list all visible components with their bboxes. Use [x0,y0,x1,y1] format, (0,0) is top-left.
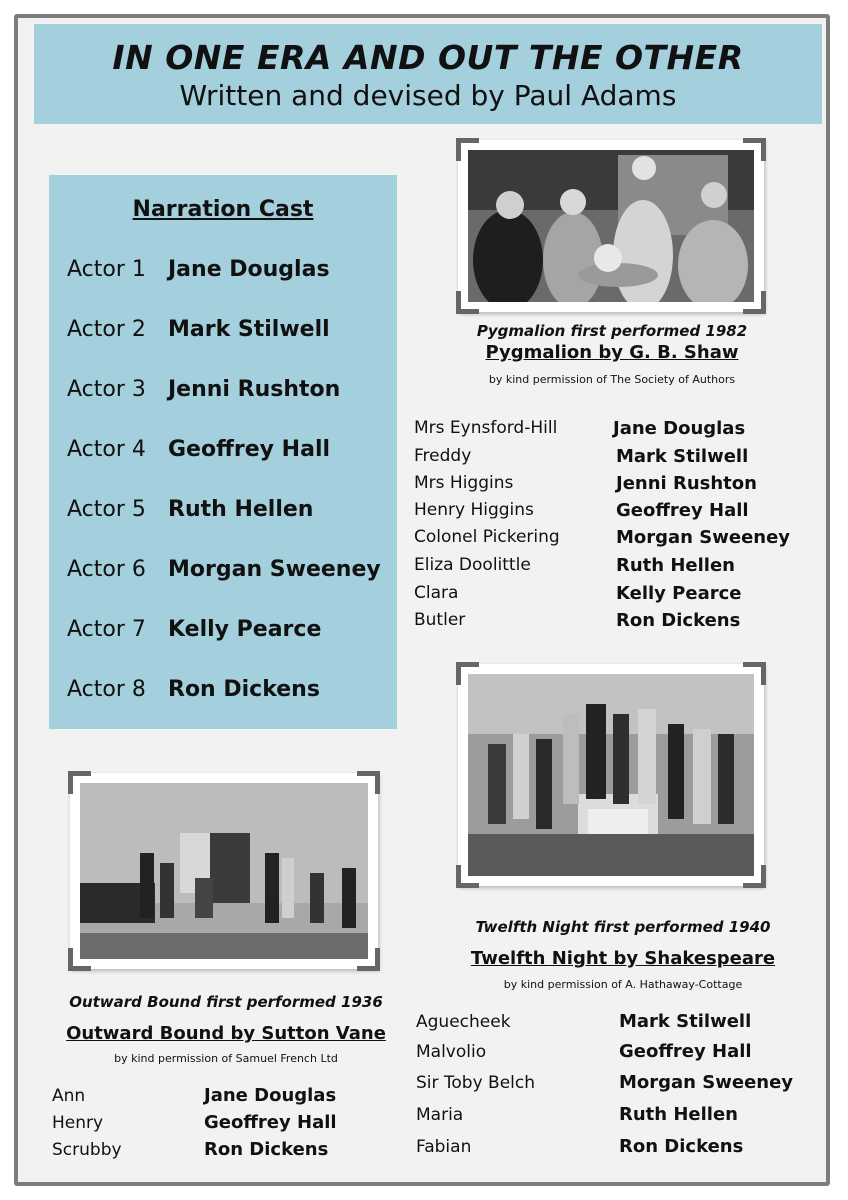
twelfth-night-first-performed: Twelfth Night first performed 1940 [475,918,771,936]
role-name: Aguecheek [416,1012,511,1032]
cast-name: Jane Douglas [168,257,330,282]
photo-corner-mount [743,138,766,161]
role-name: Fabian [416,1137,472,1157]
actor-name: Morgan Sweeney [616,527,791,548]
cast-name: Jenni Rushton [168,377,341,402]
cast-row [67,497,313,527]
actor-name: Morgan Sweeney [619,1072,794,1093]
actor-name: Ron Dickens [204,1139,329,1160]
role-name: Mrs Higgins [414,473,514,493]
photo-corner-mount [743,291,766,314]
cast-label: Actor 3 [67,377,146,402]
actor-name: Ron Dickens [616,610,741,631]
photo-corner-mount [68,771,91,794]
cast-name: Mark Stilwell [168,317,330,342]
role-name: Mrs Eynsford-Hill [414,418,558,438]
outward-bound-photo [70,773,378,969]
photo-corner-mount [743,662,766,685]
photo-corner-mount [456,662,479,685]
photo-corner-mount [357,948,380,971]
actor-name: Jane Douglas [613,418,746,439]
role-name: Ann [52,1086,86,1106]
pygmalion-photo [458,140,764,312]
outward-bound-permission: by kind permission of Samuel French Ltd [114,1052,338,1065]
role-name: Scrubby [52,1140,122,1160]
photo-corner-mount [68,948,91,971]
role-name: Malvolio [416,1042,487,1062]
cast-label: Actor 6 [67,557,146,582]
actor-name: Geoffrey Hall [619,1041,752,1062]
actor-name: Kelly Pearce [616,583,742,604]
twelfth-night-photo [458,664,764,886]
actor-name: Ruth Hellen [616,555,735,576]
cast-label: Actor 1 [67,257,146,282]
cast-label: Actor 8 [67,677,146,702]
role-name: Sir Toby Belch [416,1073,536,1093]
title-banner [34,24,822,124]
pygmalion-image [468,150,754,302]
role-name: Clara [414,583,459,603]
actor-name: Jenni Rushton [616,473,757,494]
twelfth-night-image [468,674,754,876]
actor-name: Geoffrey Hall [616,500,749,521]
photo-corner-mount [456,291,479,314]
role-name: Maria [416,1105,464,1125]
photo-corner-mount [456,865,479,888]
twelfth-night-play-title: Twelfth Night by Shakespeare [470,948,776,969]
outward-bound-play-title: Outward Bound by Sutton Vane [66,1023,386,1044]
cast-name: Morgan Sweeney [168,557,381,582]
cast-name: Kelly Pearce [168,617,322,642]
actor-name: Mark Stilwell [619,1011,752,1032]
cast-name: Geoffrey Hall [168,437,331,462]
cast-row [67,677,320,707]
cast-row [67,377,340,407]
actor-name: Ron Dickens [619,1136,744,1157]
cast-row [67,617,321,647]
actor-name: Geoffrey Hall [204,1112,337,1133]
photo-corner-mount [456,138,479,161]
photo-corner-mount [357,771,380,794]
outward-bound-first-performed: Outward Bound first performed 1936 [69,993,383,1011]
role-name: Henry [52,1113,104,1133]
role-name: Butler [414,610,466,630]
cast-row [67,257,330,287]
pygmalion-play-title: Pygmalion by G. B. Shaw [485,342,739,363]
cast-label: Actor 2 [67,317,146,342]
cast-row [67,557,381,587]
cast-label: Actor 4 [67,437,146,462]
cast-label: Actor 5 [67,497,146,522]
role-name: Colonel Pickering [414,527,560,547]
cast-row [67,317,330,347]
narration-cast-panel [49,175,397,729]
actor-name: Mark Stilwell [616,446,749,467]
narration-heading: Narration Cast [132,197,314,222]
cast-row [67,437,330,467]
cast-name: Ruth Hellen [168,497,314,522]
role-name: Freddy [414,446,472,466]
outward-bound-image [80,783,368,959]
photo-corner-mount [743,865,766,888]
cast-label: Actor 7 [67,617,146,642]
pygmalion-permission: by kind permission of The Society of Authors [488,373,736,386]
actor-name: Jane Douglas [204,1085,337,1106]
cast-name: Ron Dickens [168,677,320,702]
role-name: Henry Higgins [414,500,534,520]
pygmalion-first-performed: Pygmalion first performed 1982 [476,322,748,340]
page-title: IN ONE ERA AND OUT THE OTHER [112,38,744,77]
actor-name: Ruth Hellen [619,1104,738,1125]
twelfth-night-permission: by kind permission of A. Hathaway-Cottage [503,978,743,991]
role-name: Eliza Doolittle [414,555,531,575]
page-subtitle: Written and devised by Paul Adams [179,79,677,112]
